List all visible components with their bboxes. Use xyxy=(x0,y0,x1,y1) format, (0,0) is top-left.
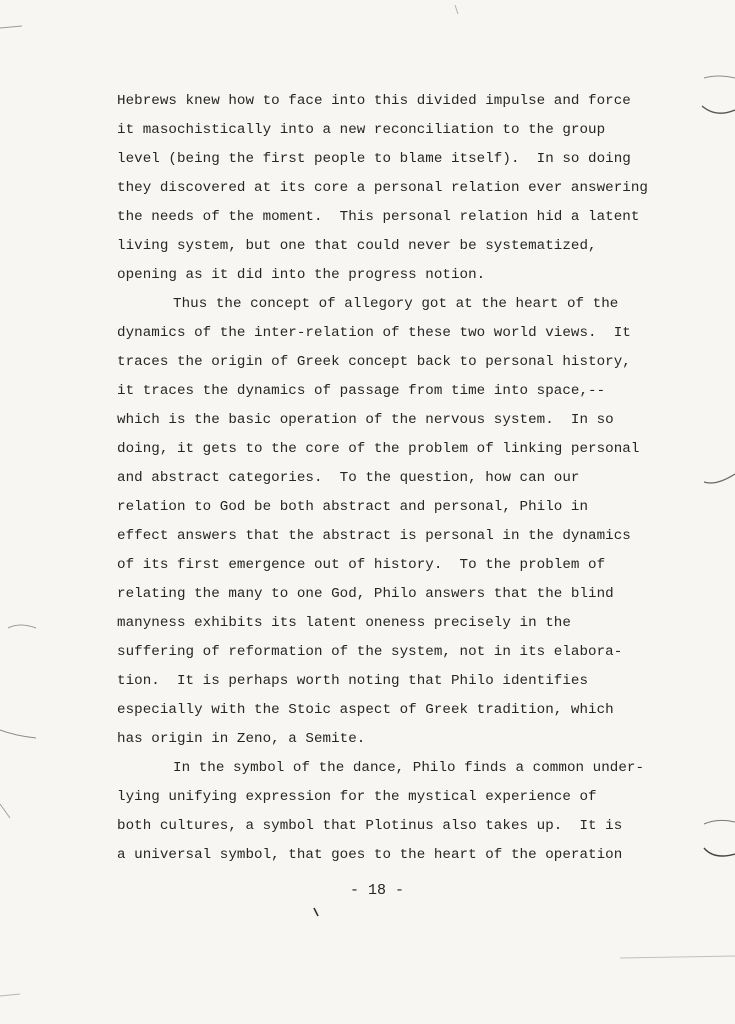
text-line: effect answers that the abstract is personal in the dynamics xyxy=(117,528,631,544)
text-line: opening as it did into the progress notion. xyxy=(117,267,486,283)
paragraph-start-line: In the symbol of the dance, Philo finds a common under- xyxy=(173,760,645,776)
text-line: living system, but one that could never be systematized, xyxy=(117,238,597,254)
text-line: which is the basic operation of the nervous system. In so xyxy=(117,412,614,428)
text-line: lying unifying expression for the mystical experience of xyxy=(117,789,597,805)
text-line: of its first emergence out of history. To the problem of xyxy=(117,557,606,573)
body-text xyxy=(117,87,677,870)
text-line: Hebrews knew how to face into this divided impulse and force xyxy=(117,93,631,109)
scan-mark-left-2 xyxy=(0,730,36,738)
text-line: manyness exhibits its latent oneness precisely in the xyxy=(117,615,571,631)
text-line: dynamics of the inter-relation of these two world views. It xyxy=(117,325,631,341)
text-line: both cultures, a symbol that Plotinus also takes up. It is xyxy=(117,818,623,834)
text-line: especially with the Stoic aspect of Greek tradition, which xyxy=(117,702,614,718)
scan-mark-right-1 xyxy=(704,76,735,78)
text-line: the needs of the moment. This personal relation hid a latent xyxy=(117,209,640,225)
scan-mark-left-1 xyxy=(8,625,36,628)
text-line: doing, it gets to the core of the problem of linking personal xyxy=(117,441,640,457)
scan-mark-right-2 xyxy=(702,106,735,113)
scan-mark-bottom-right xyxy=(620,956,735,958)
text-line: relating the many to one God, Philo answers that the blind xyxy=(117,586,614,602)
text-line: it masochistically into a new reconciliation to the group xyxy=(117,122,606,138)
scan-mark-right-5 xyxy=(704,848,735,856)
scan-mark-right-4 xyxy=(704,820,735,824)
scan-mark-top-left xyxy=(0,26,22,28)
text-line: suffering of reformation of the system, not in its elabora- xyxy=(117,644,623,660)
scan-mark-bottom-tick xyxy=(314,908,318,916)
text-line: relation to God be both abstract and personal, Philo in xyxy=(117,499,589,515)
text-line: it traces the dynamics of passage from time into space,-- xyxy=(117,383,606,399)
text-line: they discovered at its core a personal relation ever answering xyxy=(117,180,648,196)
scan-mark-right-3 xyxy=(704,474,735,483)
page-number: - 18 - xyxy=(350,882,405,899)
paragraph-start-line: Thus the concept of allegory got at the heart of the xyxy=(173,296,619,312)
text-line: tion. It is perhaps worth noting that Philo identifies xyxy=(117,673,589,689)
text-line: level (being the first people to blame itself). In so doing xyxy=(117,151,631,167)
scan-mark-top-center xyxy=(455,5,458,14)
text-line: has origin in Zeno, a Semite. xyxy=(117,731,366,747)
text-line: a universal symbol, that goes to the heart of the operation xyxy=(117,847,623,863)
scan-mark-left-3 xyxy=(0,804,10,818)
scan-mark-bottom-left xyxy=(0,994,20,996)
text-line: and abstract categories. To the question, how can our xyxy=(117,470,580,486)
text-line: traces the origin of Greek concept back to personal history, xyxy=(117,354,631,370)
